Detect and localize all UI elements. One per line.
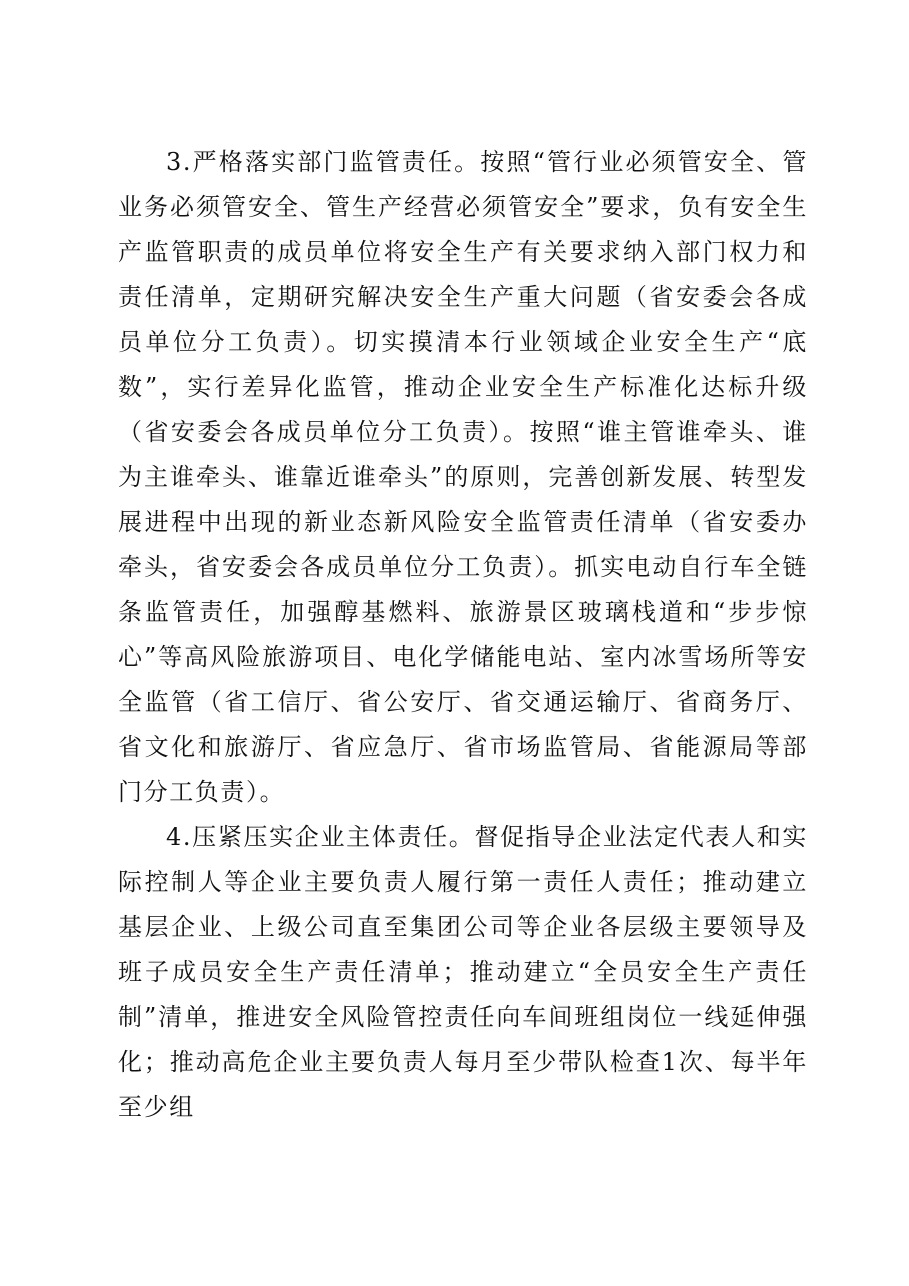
paragraph-enterprise-responsibility: 4.压紧压实企业主体责任。督促指导企业法定代表人和实际控制人等企业主要负责人履行第一责任人责任；推动建立基层企业、上级公司直至集团公司等企业各层级主要领导及班子成员安全生产责任清单；推动建立“全员安全生产责任制”清单，推进安全风险管控责任向车间班组岗位一线延伸强化；推动高危企业主要负责人每月至少带队检查1次、每半年至少组 [118,823,808,1121]
paragraph-dept-supervision: 3.严格落实部门监管责任。按照“管行业必须管安全、管业务必须管安全、管生产经营必须管安全”要求，负有安全生产监管职责的成员单位将安全生产有关要求纳入部门权力和责任清单，定期研究解决安全生产重大问题（省安委会各成员单位分工负责）。切实摸清本行业领域企业安全生产“底数”，实行差异化监管，推动企业安全生产标准化达标升级（省安委会各成员单位分工负责）。按照“谁主管谁牵头、谁为主谁牵头、谁靠近谁牵头”的原则，完善创新发展、转型发展进程中出现的新业态新风险安全监管责任清单（省安委办牵头，省安委会各成员单位分工负责）。抓实电动自行车全链条监管责任，加强醇基燃料、旅游景区玻璃栈道和“步步惊心”等高风险旅游项目、电化学储能电站、室内冰雪场所等安全监管（省工信厅、省公安厅、省交通运输厅、省商务厅、省文化和旅游厅、省应急厅、省市场监管局、省能源局等部门分工负责）。 [118,148,808,806]
document-body [118,140,808,1130]
